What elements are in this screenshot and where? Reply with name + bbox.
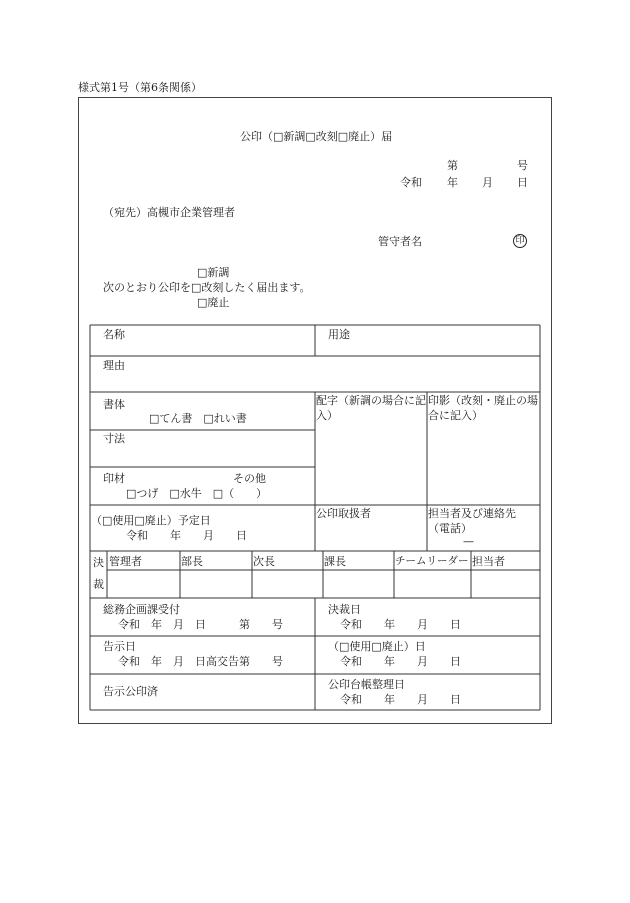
seal-icon: 印 xyxy=(513,234,527,248)
approver-staff: 担当者 xyxy=(472,555,505,568)
custodian-label: 管守者名 xyxy=(378,235,422,248)
approval-date-label: 決裁日 xyxy=(328,603,361,616)
approver-team-leader: チームリーダー xyxy=(395,555,469,567)
material-other: その他 xyxy=(233,472,266,485)
date-hi: 日 xyxy=(517,176,528,189)
approval-date: 令和 年 月 日 xyxy=(340,618,461,631)
notice-line: 令和 年 月 日高交告第 号 xyxy=(118,655,283,668)
date-tsuki: 月 xyxy=(482,176,493,189)
date-reiwa: 令和 xyxy=(400,176,422,189)
cell-name: 名称 xyxy=(103,328,125,341)
approver-section-chief: 課長 xyxy=(324,555,346,568)
cell-reason: 理由 xyxy=(103,359,125,372)
request-text: 次のとおり公印を□改刻したく届出ます。 xyxy=(103,281,311,294)
typeface-options: □てん書 □れい書 xyxy=(149,412,247,425)
kessai-2: 裁 xyxy=(93,578,104,591)
inei-label-1: 印影（改刻・廃止の場 xyxy=(428,394,538,407)
cell-size: 寸法 xyxy=(103,432,125,445)
ledger-label: 公印台帳整理日 xyxy=(328,678,405,691)
approver-deputy: 次長 xyxy=(253,555,275,568)
cell-material: 印材 xyxy=(103,472,125,485)
schedule-date: 令和 年 月 日 xyxy=(126,529,247,542)
use-abolish-date: 令和 年 月 日 xyxy=(340,655,461,668)
schedule-label: （□使用□廃止）予定日 xyxy=(91,514,211,527)
date-nen: 年 xyxy=(447,176,458,189)
notice-date-label: 告示日 xyxy=(103,640,136,653)
cell-typeface: 書体 xyxy=(103,398,125,411)
inei-label-2: 合に記入） xyxy=(428,409,483,422)
kessai-1: 決 xyxy=(93,556,104,569)
use-abolish-label: （□使用□廃止）日 xyxy=(328,640,426,653)
ledger-date: 令和 年 月 日 xyxy=(340,693,461,706)
number-go: 号 xyxy=(517,159,528,172)
contact-label-2: （電話） xyxy=(428,522,472,535)
haiji-label-2: 入） xyxy=(316,409,338,422)
contact-label-1: 担当者及び連絡先 xyxy=(428,507,516,520)
receipt-label: 総務企画課受付 xyxy=(103,603,180,616)
addressee: （宛先）高槻市企業管理者 xyxy=(103,206,235,219)
contact-dash: — xyxy=(463,535,474,548)
approver-director: 部長 xyxy=(181,555,203,568)
cell-handler: 公印取扱者 xyxy=(316,507,371,520)
haiji-label-1: 配字（新調の場合に記 xyxy=(316,394,426,407)
option-abolish: □廃止 xyxy=(197,296,230,309)
notice-done: 告示公印済 xyxy=(103,685,158,698)
form-id: 様式第1号（第6条関係） xyxy=(78,81,202,94)
approver-manager: 管理者 xyxy=(109,555,142,568)
receipt-line: 令和 年 月 日 第 号 xyxy=(118,618,283,631)
cell-purpose: 用途 xyxy=(328,328,350,341)
number-dai: 第 xyxy=(447,159,458,172)
option-new: □新調 xyxy=(197,266,230,279)
form-title: 公印（□新調□改刻□廃止）届 xyxy=(240,130,393,143)
material-options: □つげ □水牛 □（ ） xyxy=(126,487,268,500)
